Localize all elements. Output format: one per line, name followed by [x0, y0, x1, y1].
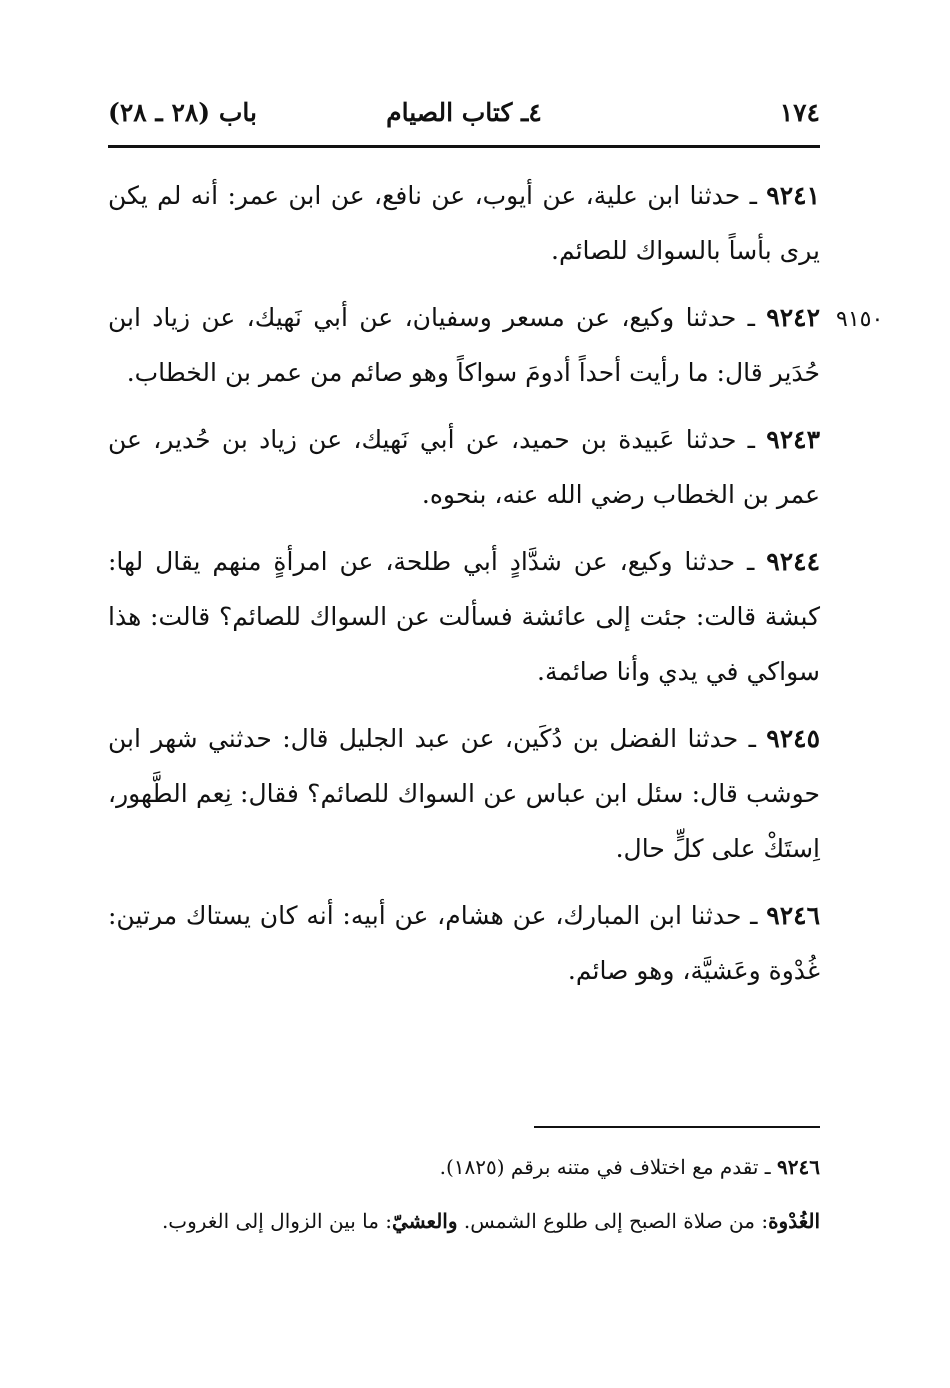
hadith-text: ـ حدثنا ابن المبارك، عن هشام، عن أبيه: أنه كان يستاك مرتين: غُدْوة وعَشيَّة، وهو صائم.	[108, 901, 820, 985]
main-text	[108, 168, 820, 1010]
footnote-reference	[108, 1143, 820, 1191]
hadith-9245	[108, 711, 820, 876]
footnotes	[108, 1143, 820, 1251]
footnote-glossary	[108, 1197, 820, 1245]
glossary-definition: : ما بين الزوال إلى الغروب.	[161, 1209, 393, 1233]
glossary-definition: : من صلاة الصبح إلى طلوع الشمس.	[457, 1209, 769, 1233]
page-number: ١٧٤	[779, 98, 820, 127]
book-title: ٤ـ كتاب الصيام	[386, 98, 542, 127]
footnote-text: ـ تقدم مع اختلاف في متنه برقم (١٨٢٥).	[439, 1155, 778, 1179]
page-header	[108, 92, 820, 138]
hadith-9242	[108, 290, 820, 400]
hadith-9244	[108, 534, 820, 699]
hadith-text: ـ حدثنا عَبيدة بن حميد، عن أبي نَهيك، عن زياد بن حُدير، عن عمر بن الخطاب رضي الله عنه، بنحوه.	[108, 425, 820, 509]
hadith-text: ـ حدثنا الفضل بن دُكَين، عن عبد الجليل قال: حدثني شهر ابن حوشب قال: سئل ابن عباس عن السواك للصائم؟ فقال: نِعم الطَّهور، اِستَكْ على كلٍّ حال.	[108, 724, 820, 863]
glossary-term: الغُدْوة	[768, 1209, 820, 1233]
hadith-9243	[108, 412, 820, 522]
header-divider	[108, 145, 820, 148]
hadith-text: ـ حدثنا وكيع، عن شدَّادٍ أبي طلحة، عن امرأةٍ منهم يقال لها: كبشة قالت: جئت إلى عائشة فسألت عن السواك للصائم؟ قالت: هذا سواكي في يدي وأنا صائمة.	[108, 547, 820, 686]
margin-reference-number: ٩١٥٠	[836, 307, 884, 332]
hadith-number: ٩٢٤٢	[766, 303, 820, 332]
footnote-number: ٩٢٤٦	[777, 1155, 820, 1179]
hadith-number: ٩٢٤٦	[766, 901, 820, 930]
hadith-number: ٩٢٤٤	[766, 547, 820, 576]
hadith-number: ٩٢٤٥	[766, 724, 820, 753]
glossary-term: والعشيّ	[392, 1209, 458, 1233]
hadith-number: ٩٢٤٣	[766, 425, 820, 454]
hadith-text: ـ حدثنا وكيع، عن مسعر وسفيان، عن أبي نَهيك، عن زياد ابن حُدَير قال: ما رأيت أحداً أدومَ سواكاً وهو صائم من عمر بن الخطاب.	[108, 303, 820, 387]
hadith-9246	[108, 888, 820, 998]
hadith-number: ٩٢٤١	[766, 181, 820, 210]
hadith-text: ـ حدثنا ابن علية، عن أيوب، عن نافع، عن ابن عمر: أنه لم يكن يرى بأساً بالسواك للصائم.	[108, 181, 820, 265]
chapter-title: باب (٢٨ ـ ٢٨)	[108, 98, 257, 127]
footnote-divider	[534, 1126, 820, 1128]
hadith-9241	[108, 168, 820, 278]
